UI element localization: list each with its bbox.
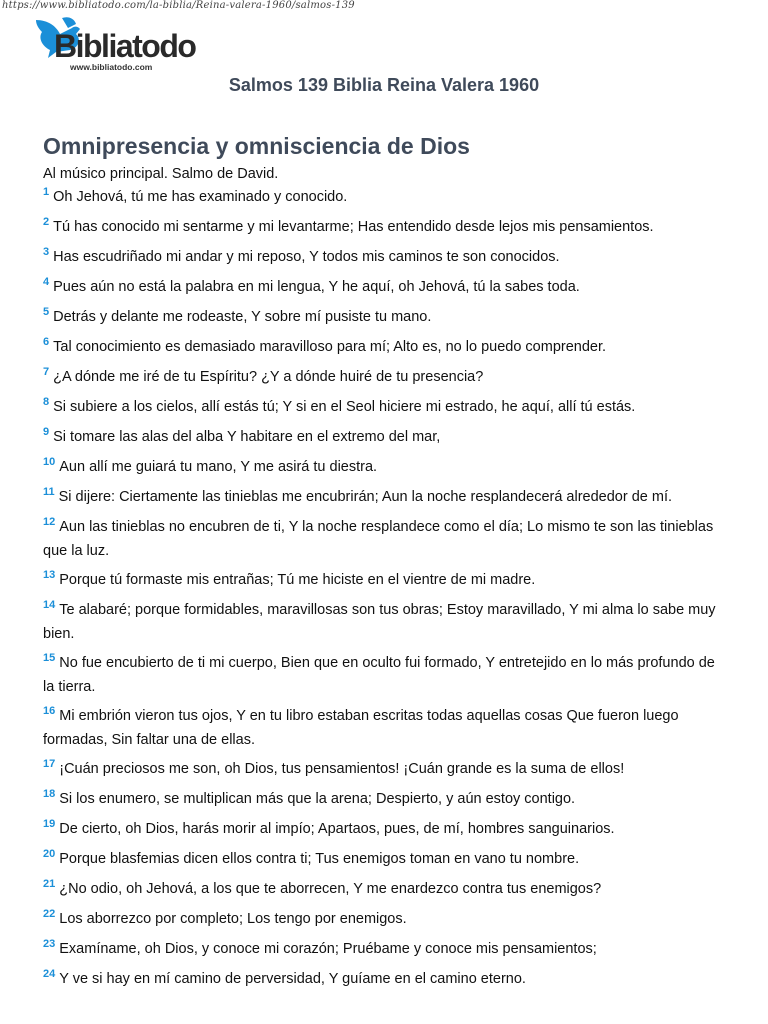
verse-text: Aun las tinieblas no encubren de ti, Y la noche resplandece como el día; Lo mismo te son las tinieblas que la luz. <box>43 519 714 559</box>
verse-text: Si dijere: Ciertamente las tinieblas me encubrirán; Aun la noche resplandecerá alrededor de mí. <box>58 489 673 505</box>
verse-number[interactable]: 14 <box>43 599 56 611</box>
verse-text: ¿No odio, oh Jehová, a los que te aborrecen, Y me enardezco contra tus enemigos? <box>59 881 602 897</box>
verse-text: Aun allí me guiará tu mano, Y me asirá tu diestra. <box>59 459 378 475</box>
verse-number[interactable]: 20 <box>43 848 56 860</box>
verse-text: Los aborrezco por completo; Los tengo por enemigos. <box>59 911 407 927</box>
verse <box>43 705 727 752</box>
verse-number[interactable]: 22 <box>43 908 56 920</box>
verse-text: ¡Cuán preciosos me son, oh Dios, tus pensamientos! ¡Cuán grande es la suma de ellos! <box>59 761 625 777</box>
page-title: Salmos 139 Biblia Reina Valera 1960 <box>228 75 540 95</box>
verse-text: Porque tú formaste mis entrañas; Tú me hiciste en el vientre de mi madre. <box>59 572 536 588</box>
verse-text: Mi embrión vieron tus ojos, Y en tu libro estaban escritas todas aquellas cosas Que fueron luego formadas, Sin faltar una de ellas. <box>43 708 679 748</box>
verse-text: Porque blasfemias dicen ellos contra ti; Tus enemigos toman en vano tu nombre. <box>59 851 580 867</box>
logo-wordmark: Bibliatodo <box>54 28 196 64</box>
bibliatodo-logo[interactable] <box>34 14 194 76</box>
verse-number[interactable]: 18 <box>43 788 56 800</box>
verse <box>43 878 727 902</box>
verse <box>43 569 727 593</box>
verse-text: Y ve si hay en mí camino de perversidad, Y guíame en el camino eterno. <box>59 971 526 987</box>
verse-text: No fue encubierto de ti mi cuerpo, Bien que en oculto fui formado, Y entretejido en lo más profundo de la tierra. <box>43 655 715 695</box>
verse <box>43 246 727 270</box>
verse-number[interactable]: 5 <box>43 306 50 318</box>
verse <box>43 486 727 510</box>
verse-text: De cierto, oh Dios, harás morir al impío; Apartaos, pues, de mí, hombres sanguinarios. <box>59 821 615 837</box>
verse-number[interactable]: 13 <box>43 569 56 581</box>
verse <box>43 456 727 480</box>
verse-text: Te alabaré; porque formidables, maravillosas son tus obras; Estoy maravillado, Y mi alma lo sabe muy bien. <box>43 602 716 642</box>
verse <box>43 818 727 842</box>
verse <box>43 216 727 240</box>
logo-website: www.bibliatodo.com <box>70 62 153 72</box>
verse-number[interactable]: 21 <box>43 878 56 890</box>
verse <box>43 599 727 646</box>
verse <box>43 366 727 390</box>
verse-number[interactable]: 12 <box>43 516 56 528</box>
verse-text: Tú has conocido mi sentarme y mi levantarme; Has entendido desde lejos mis pensamientos. <box>53 219 654 235</box>
verse-text: Tal conocimiento es demasiado maravilloso para mí; Alto es, no lo puedo comprender. <box>53 339 607 355</box>
verse-list <box>43 186 727 998</box>
verse-number[interactable]: 6 <box>43 336 50 348</box>
verse-number[interactable]: 7 <box>43 366 50 378</box>
verse <box>43 306 727 330</box>
verse <box>43 336 727 360</box>
verse-number[interactable]: 4 <box>43 276 50 288</box>
verse-number[interactable]: 3 <box>43 246 50 258</box>
verse-number[interactable]: 10 <box>43 456 56 468</box>
verse-number[interactable]: 1 <box>43 186 50 198</box>
section-heading: Omnipresencia y omnisciencia de Dios <box>43 133 470 159</box>
verse <box>43 396 727 420</box>
verse-text: Pues aún no está la palabra en mi lengua, Y he aquí, oh Jehová, tú la sabes toda. <box>53 279 580 295</box>
verse-number[interactable]: 8 <box>43 396 50 408</box>
verse <box>43 968 727 992</box>
verse-number[interactable]: 11 <box>43 486 55 498</box>
verse-number[interactable]: 19 <box>43 818 56 830</box>
page-url: https://www.bibliatodo.com/la-biblia/Reina-valera-1960/salmos-139 <box>2 0 355 11</box>
verse <box>43 908 727 932</box>
verse-text: Has escudriñado mi andar y mi reposo, Y todos mis caminos te son conocidos. <box>53 249 560 265</box>
verse-text: Oh Jehová, tú me has examinado y conocido. <box>53 189 348 205</box>
verse <box>43 788 727 812</box>
verse <box>43 276 727 300</box>
verse-number[interactable]: 23 <box>43 938 56 950</box>
verse-number[interactable]: 15 <box>43 652 56 664</box>
verse-number[interactable]: 2 <box>43 216 50 228</box>
verse <box>43 848 727 872</box>
verse-number[interactable]: 17 <box>43 758 56 770</box>
verse-text: ¿A dónde me iré de tu Espíritu? ¿Y a dónde huiré de tu presencia? <box>53 369 484 385</box>
verse <box>43 426 727 450</box>
verse <box>43 938 727 962</box>
verse-text: Examíname, oh Dios, y conoce mi corazón; Pruébame y conoce mis pensamientos; <box>59 941 597 957</box>
psalm-superscription: Al músico principal. Salmo de David. <box>43 166 279 182</box>
verse <box>43 186 727 210</box>
verse <box>43 758 727 782</box>
verse-text: Si tomare las alas del alba Y habitare en el extremo del mar, <box>53 429 441 445</box>
verse <box>43 652 727 699</box>
verse-text: Detrás y delante me rodeaste, Y sobre mí pusiste tu mano. <box>53 309 432 325</box>
verse-text: Si los enumero, se multiplican más que la arena; Despierto, y aún estoy contigo. <box>59 791 576 807</box>
verse-number[interactable]: 24 <box>43 968 56 980</box>
verse-text: Si subiere a los cielos, allí estás tú; Y si en el Seol hiciere mi estrado, he aquí, allí tú estás. <box>53 399 636 415</box>
verse-number[interactable]: 9 <box>43 426 50 438</box>
verse-number[interactable]: 16 <box>43 705 56 717</box>
verse <box>43 516 727 563</box>
